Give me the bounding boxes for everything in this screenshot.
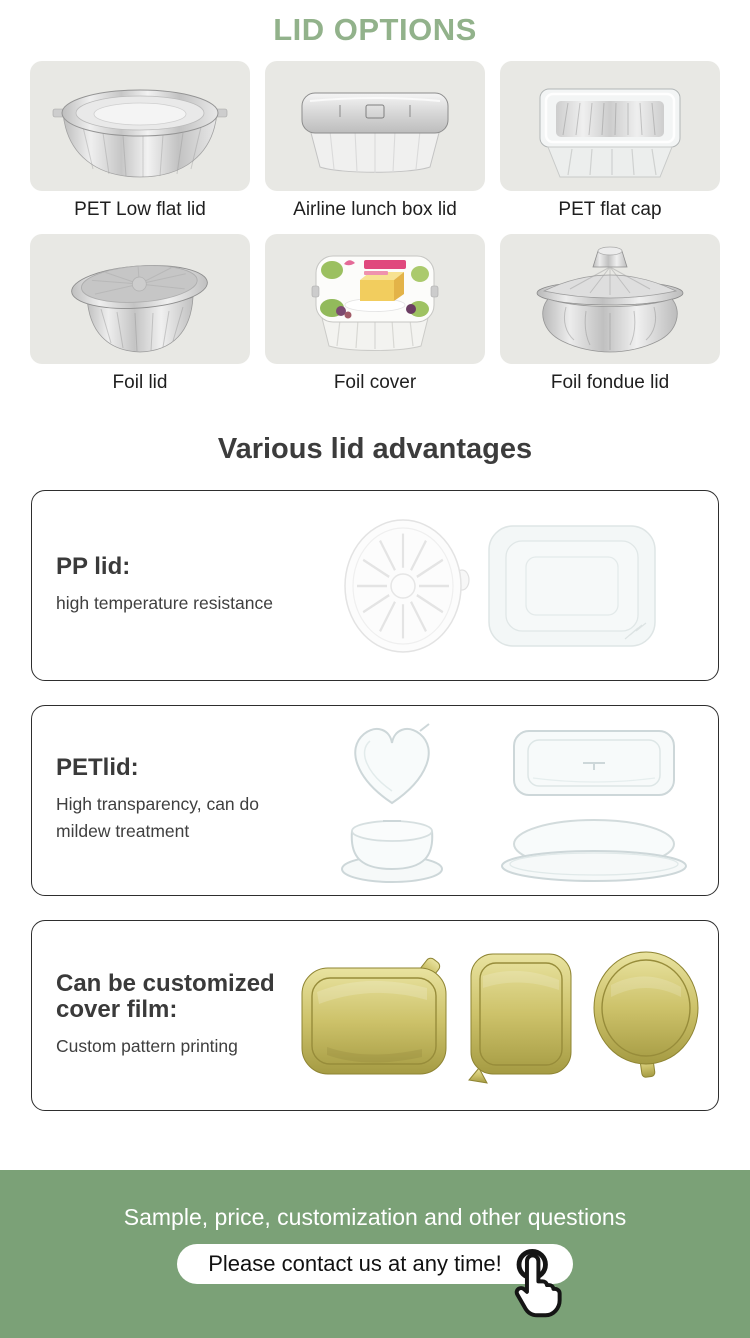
product-card: [265, 234, 485, 364]
product-label: PET flat cap: [558, 199, 662, 220]
footer-question: Sample, price, customization and other questions: [123, 1204, 627, 1230]
lid-option-cell: [265, 61, 485, 221]
product-label: Foil fondue lid: [550, 372, 670, 393]
advantage-description: [56, 791, 282, 845]
advantage-box-pp-lid: [31, 490, 719, 681]
product-card: [265, 61, 485, 191]
advantage-box-cover-film: [31, 920, 719, 1111]
lid-option-cell: [30, 234, 250, 394]
advantage-description-line: mildew treatment: [56, 821, 190, 842]
advantage-text: [32, 755, 282, 845]
advantages-title: Various lid advantages: [217, 433, 533, 465]
advantage-text: [32, 971, 282, 1061]
pet-oval-lid-image: [498, 812, 690, 884]
advantage-heading: PP lid:: [56, 553, 131, 580]
product-label: Foil lid: [112, 372, 168, 393]
foil-lid-image: [45, 239, 235, 359]
advantage-description-line: High transparency, can do: [56, 794, 259, 815]
advantage-description: Custom pattern printing: [56, 1036, 238, 1057]
advantage-text: [32, 554, 282, 617]
product-card: [30, 61, 250, 191]
cover-film-images: [282, 948, 718, 1084]
pp-lid-images: [282, 516, 718, 656]
contact-footer: [0, 1170, 750, 1338]
pet-flat-cap-image: [510, 67, 710, 185]
lid-options-grid: [30, 61, 720, 407]
contact-button-label: Please contact us at any time!: [208, 1251, 502, 1276]
page-title: LID OPTIONS: [273, 12, 477, 47]
contact-button[interactable]: [177, 1244, 573, 1284]
advantage-description: high temperature resistance: [56, 592, 273, 613]
lid-option-cell: [30, 61, 250, 221]
airline-lunch-box-lid-image: [280, 67, 470, 185]
pet-low-flat-lid-image: [45, 67, 235, 185]
pp-square-lid-image: [486, 523, 658, 649]
gold-square-film-image: [297, 952, 455, 1080]
gold-round-film-image: [589, 949, 703, 1083]
product-card: [30, 234, 250, 364]
product-card: [500, 234, 720, 364]
product-label: Airline lunch box lid: [293, 199, 457, 220]
lid-option-cell: [265, 234, 485, 394]
lid-option-cell: [500, 234, 720, 394]
advantage-heading: PETlid:: [56, 754, 139, 782]
pet-round-lid-image: [339, 811, 445, 885]
lid-option-cell: [500, 61, 720, 221]
product-label: PET Low flat lid: [74, 199, 206, 220]
advantage-heading: Can be customized cover film:: [56, 969, 275, 1024]
foil-fondue-lid-image: [510, 237, 710, 361]
pp-round-lid-image: [342, 516, 470, 656]
product-card: [500, 61, 720, 191]
pet-heart-lid-image: [336, 717, 448, 809]
product-label: Foil cover: [333, 372, 417, 393]
pet-lid-images: [282, 717, 718, 885]
foil-cover-image: [280, 238, 470, 360]
gold-rect-film-image: [465, 948, 579, 1084]
advantage-box-pet-lid: [31, 705, 719, 896]
tap-hand-icon: [503, 1247, 565, 1321]
pet-rect-lid-image: [511, 726, 677, 800]
